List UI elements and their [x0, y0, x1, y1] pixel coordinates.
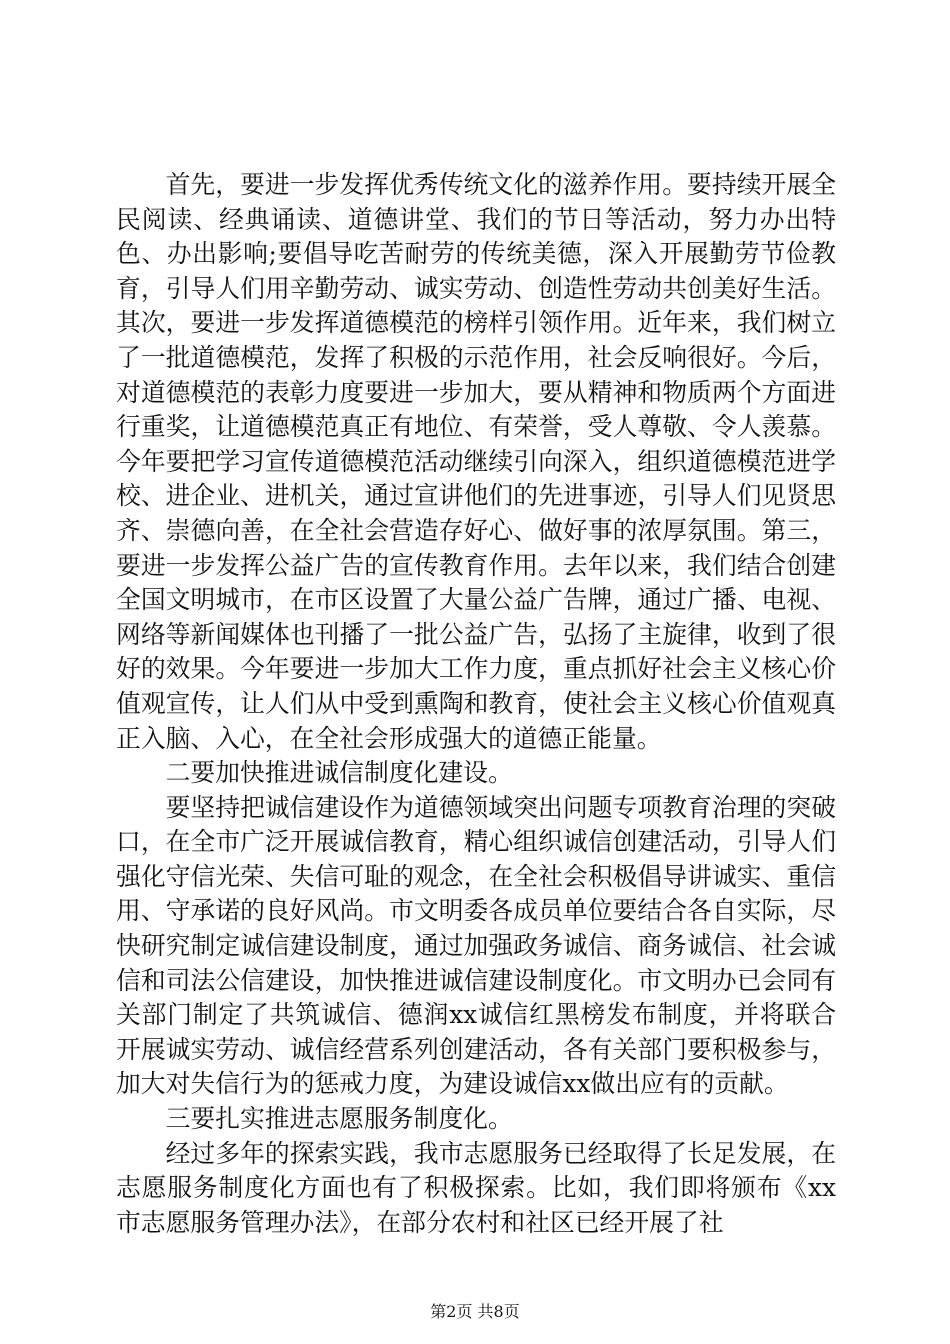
document-body — [116, 168, 836, 1240]
page-number-footer: 第2页 共8页 — [430, 1302, 520, 1321]
heading-integrity-system: 二要加快推进诚信制度化建设。 — [165, 758, 513, 788]
paragraph-volunteer-service: 经过多年的探索实践，我市志愿服务已经取得了长足发展，在志愿服务制度化方面也有了积极探索。比如，我们即将颁布《xx市志愿服务管理办法》，在部分农村和社区已经开展了社 — [116, 1138, 836, 1237]
heading-volunteer-service: 三要扎实推进志愿服务制度化。 — [165, 1104, 513, 1134]
paragraph-traditional-culture: 首先，要进一步发挥优秀传统文化的滋养作用。要持续开展全民阅读、经典诵读、道德讲堂、我们的节日等活动，努力办出特色、办出影响;要倡导吃苦耐劳的传统美德，深入开展勤劳节俭教育，引导人们用辛勤劳动、诚实劳动、创造性劳动共创美好生活。其次，要进一步发挥道德模范的榜样引领作用。近年来，我们树立了一批道德模范，发挥了积极的示范作用，社会反响很好。今后，对道德模范的表彰力度要进一步加大，要从精神和物质两个方面进行重奖，让道德模范真正有地位、有荣誉，受人尊敬、令人羡慕。今年要把学习宣传道德模范活动继续引向深入，组织道德模范进学校、进企业、进机关，通过宣讲他们的先进事迹，引导人们见贤思齐、崇德向善，在全社会营造存好心、做好事的浓厚氛围。第三，要进一步发挥公益广告的宣传教育作用。去年以来，我们结合创建全国文明城市，在市区设置了大量公益广告牌，通过广播、电视、网络等新闻媒体也刊播了一批公益广告，弘扬了主旋律，收到了很好的效果。今年要进一步加大工作力度，重点抓好社会主义核心价值观宣传，让人们从中受到熏陶和教育，使社会主义核心价值观真正入脑、入心，在全社会形成强大的道德正能量。 — [116, 170, 836, 753]
paragraph-integrity-building: 要坚持把诚信建设作为道德领域突出问题专项教育治理的突破口，在全市广泛开展诚信教育，精心组织诚信创建活动，引导人们强化守信光荣、失信可耻的观念，在全社会积极倡导讲诚实、重信用、守承诺的良好风尚。市文明委各成员单位要结合各自实际，尽快研究制定诚信建设制度，通过加强政务诚信、商务诚信、社会诚信和司法公信建设，加快推进诚信建设制度化。市文明办已会同有关部门制定了共筑诚信、德润xx诚信红黑榜发布制度，并将联合开展诚实劳动、诚信经营系列创建活动，各有关部门要积极参与，加大对失信行为的惩戒力度，为建设诚信xx做出应有的贡献。 — [116, 792, 836, 1099]
